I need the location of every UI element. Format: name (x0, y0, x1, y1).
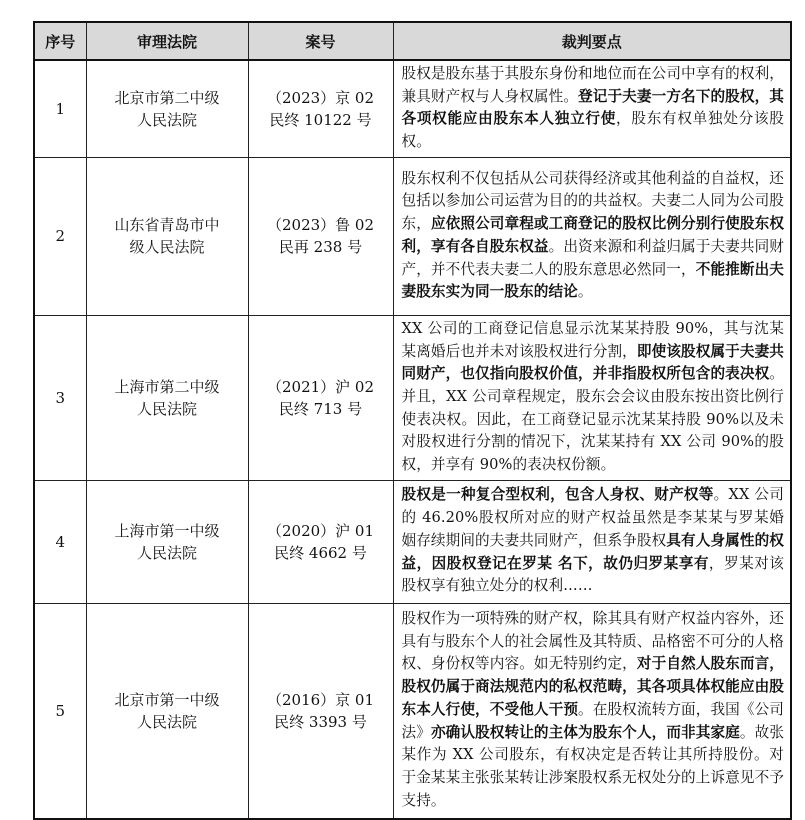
judgment-table (33, 21, 792, 820)
table-row (34, 480, 791, 603)
point-text: 。故张某作为 XX 公司股东，有权决定是否转让其所持股份。对于金某某主张张某转让涉案股权系无权处分的上诉意见不予支持。 (401, 723, 785, 809)
case-cell (248, 603, 393, 819)
point-text-bold: 登记于夫妻一方名下的股权，其各项权能应由股东本人独立行使 (401, 87, 784, 128)
court-cell (86, 480, 248, 603)
row-number: 1 (34, 60, 86, 157)
point-text: 。出资来源和利益归属于夫妻共同财产，并不代表夫妻二人的股东意思必然同一， (401, 237, 784, 278)
court-name: 上海市第二中级人民法院 (114, 377, 220, 418)
court-cell (86, 315, 248, 480)
header-key-points: 裁判要点 (393, 22, 791, 60)
header-court: 审理法院 (86, 22, 248, 60)
table-row (34, 315, 791, 480)
court-cell (86, 157, 248, 315)
header-no: 序号 (34, 22, 86, 60)
key-points-cell (393, 603, 791, 819)
table-row (34, 157, 791, 315)
point-text: ，股东有权单独处分该股权。 (401, 110, 784, 151)
point-text: 。在股权流转方面，我国《公司法》 (401, 700, 784, 741)
case-cell (248, 480, 393, 603)
point-text: XX 公司的工商登记信息显示沈某某持股 90%，其与沈某某离婚后也并未对该股权进行分割， (401, 319, 784, 360)
point-text-bold: 亦确认股权转让的主体为股东个人，而非其家庭 (430, 723, 740, 741)
case-number: （2020）沪 01 民终 4662 号 (266, 521, 375, 562)
court-name: 山东省青岛市中级人民法院 (114, 216, 220, 257)
judgment-table-container (33, 21, 790, 820)
point-text: 。 (577, 283, 593, 301)
case-number: （2023）京 02 民终 10122 号 (266, 88, 375, 129)
point-text: 股权作为一项特殊的财产权，除其具有财产权益内容外，还具有与股东个人的社会属性及其特质、品格密不可分的人格权、身份权等内容。如无特别约定， (401, 610, 784, 673)
case-cell (248, 157, 393, 315)
key-points-cell (393, 480, 791, 603)
court-name: 上海市第一中级人民法院 (114, 521, 220, 562)
case-number: （2023）鲁 02 民再 238 号 (266, 216, 375, 257)
court-name: 北京市第一中级人民法院 (114, 690, 220, 731)
table-row (34, 603, 791, 819)
case-cell (248, 60, 393, 157)
point-text-bold: 具有人身属性的权益，因股权登记在罗某 名下，故仍归罗某享有 (401, 531, 784, 572)
point-text: ，罗某对该股权享有独立处分的权利…… (401, 554, 784, 595)
point-text-bold: 即使该股权属于夫妻共同财产，也仅指向股权价值，并非指股权所包含的表决权 (401, 342, 784, 383)
point-text-bold: 对于自然人股东而言，股权仍属于商法规范内的私权范畴，其各项具体权能应由股东本人行使，不受他人干预 (401, 655, 784, 718)
court-cell (86, 603, 248, 819)
point-text: 股权是股东基于其股东身份和地位而在公司中享有的权利，兼具财产权与人身权属性。 (401, 65, 784, 105)
row-number: 5 (34, 603, 86, 819)
point-text-bold: 股权是一种复合型权利，包含人身权、财产权等 (401, 486, 714, 504)
case-number: （2021）沪 02 民终 713 号 (266, 377, 375, 418)
point-text: 。并且，XX 公司章程规定，股东会会议由股东按出资比例行使表决权。因此，在工商登记显示沈某某持股 90%以及未对股权进行分割的情况下，沈某某持有 XX 公司 90%的股权，并享有 90%的表决权份额。 (401, 365, 784, 474)
court-name: 北京市第二中级人民法院 (114, 88, 220, 129)
table-row (34, 60, 791, 157)
row-number: 4 (34, 480, 86, 603)
table-header-row (34, 22, 791, 60)
header-case-number: 案号 (248, 22, 393, 60)
row-number: 3 (34, 315, 86, 480)
point-text-bold: 应依照公司章程或工商登记的股权比例分别行使股东权利，享有各自股东权益 (401, 215, 785, 255)
row-number: 2 (34, 157, 86, 315)
case-cell (248, 315, 393, 480)
court-cell (86, 60, 248, 157)
key-points-cell (393, 315, 791, 480)
point-text: 。XX 公司的 46.20%股权所对应的财产权益虽然是李某某与罗某婚姻存续期间的夫妻共同财产，但系争股权 (401, 486, 784, 549)
case-number: （2016）京 01 民终 3393 号 (266, 690, 375, 731)
point-text: 股东权利不仅包括从公司获得经济或其他利益的自益权，还包括以参加公司运营为目的的共益权。夫妻二人同为公司股东， (401, 169, 784, 233)
key-points-cell (393, 157, 791, 315)
point-text-bold: 不能推断出夫妻股东实为同一股东的结论 (401, 260, 784, 301)
key-points-cell (393, 60, 791, 157)
